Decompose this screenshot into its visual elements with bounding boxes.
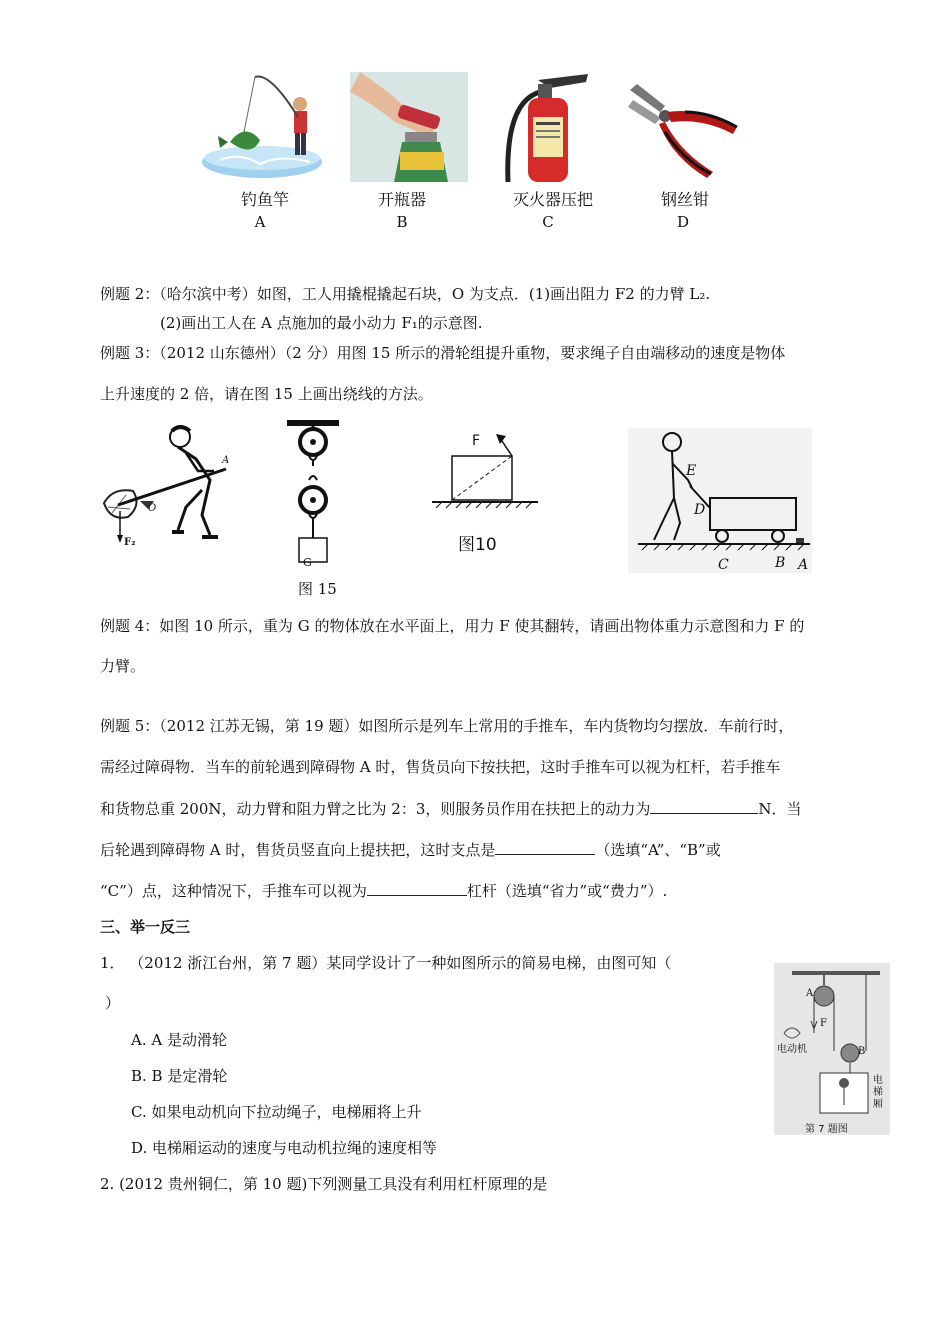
question-1-line-2: ） — [105, 994, 121, 1012]
example-5-line-1: 例题 5：（2012 江苏无锡，第 19 题）如图所示是列车上常用的手推车，车内货物均匀摆放．车前行时， — [100, 717, 794, 735]
elevator-motor-label: 电动机 — [777, 1044, 807, 1055]
example-4-line-1: 例题 4：如图 10 所示，重为 G 的物体放在水平面上，用力 F 使其翻转，请画出物体重力示意图和力 F 的 — [100, 617, 805, 635]
answer-blank-fulcrum[interactable] — [495, 839, 595, 855]
tool-letter: C — [542, 213, 554, 231]
question-1-option-a: A. A 是动滑轮 — [131, 1031, 227, 1049]
answer-blank-force[interactable] — [650, 798, 758, 814]
fig10-force-label: F — [472, 433, 481, 449]
example-5-line-3-unit: N．当 — [758, 800, 802, 818]
tool-letter: B — [396, 213, 408, 231]
trolley-figure — [628, 428, 812, 573]
pliers-image — [625, 82, 743, 180]
example-5-line-3 — [100, 798, 802, 819]
cart-c-label: C — [718, 557, 729, 573]
question-1-option-d: D. 电梯厢运动的速度与电动机拉绳的速度相等 — [131, 1139, 438, 1157]
elevator-label-a: A — [806, 988, 814, 999]
tool-label: 钓鱼竿 — [240, 190, 289, 209]
example-4-line-2: 力臂。 — [100, 657, 146, 675]
tool-label: 钢丝钳 — [660, 190, 709, 209]
pulley-block-figure — [282, 420, 344, 572]
example-5-line-5 — [100, 880, 667, 901]
example-5-line-3-text: 和货物总重 200N，动力臂和阻力臂之比为 2：3，则服务员作用在扶把上的动力为 — [100, 800, 651, 818]
question-2-line: 2. (2012 贵州铜仁，第 10 题)下列测量工具没有利用杠杆原理的是 — [100, 1175, 548, 1193]
question-1-line-1: 1． （2012 浙江台州，第 7 题）某同学设计了一种如图所示的简易电梯，由图可知（ — [100, 954, 672, 972]
cart-b-label: B — [775, 555, 786, 571]
example-3-line-2: 上升速度的 2 倍，请在图 15 上画出绕线的方法。 — [100, 385, 433, 403]
example-2-line-1: 例题 2：（哈尔滨中考）如图，工人用撬棍撬起石块，O 为支点．(1)画出阻力 F2 的力臂 L₂. — [100, 285, 711, 303]
elevator-cabin-label: 电梯厢 — [873, 1075, 883, 1110]
lever-f2-label: F₂ — [124, 537, 136, 548]
tool-label: 开瓶器 — [377, 190, 426, 209]
figure-15-caption: 图 15 — [298, 580, 337, 598]
cart-e-label: E — [686, 463, 697, 479]
question-1-option-c: C. 如果电动机向下拉动绳子，电梯厢将上升 — [131, 1103, 422, 1121]
figure-10-caption: 图10 — [458, 535, 497, 555]
fire-extinguisher-image — [500, 72, 600, 182]
tool-label: 灭火器压把 — [512, 190, 593, 209]
elevator-label-b: B — [858, 1046, 866, 1057]
question-1-option-b: B. B 是定滑轮 — [131, 1067, 228, 1085]
fishing-rod-image — [200, 72, 325, 180]
example-5-line-4-tail: （选填“A”、“B”或 — [595, 841, 721, 859]
elevator-label-f: F — [820, 1018, 827, 1029]
cart-a-label: A — [798, 557, 809, 573]
lever-a-label: A — [222, 455, 230, 466]
example-2-line-2: (2)画出工人在 A 点施加的最小动力 F₁的示意图. — [160, 314, 483, 332]
example-5-line-5-text: “C”）点，这种情况下，手推车可以视为 — [100, 882, 367, 900]
bottle-opener-image — [350, 72, 468, 182]
elevator-caption: 第 7 题图 — [805, 1124, 848, 1135]
example-5-line-5-tail: 杠杆（选填“省力”或“费力”）. — [466, 882, 668, 900]
tool-letter: A — [254, 213, 266, 231]
pulley-weight-label: G — [303, 556, 312, 569]
example-5-line-4-text: 后轮遇到障碍物 A 时，售货员竖直向上提扶把，这时支点是 — [100, 841, 496, 859]
tool-letter: D — [676, 213, 690, 231]
cart-d-label: D — [694, 502, 706, 518]
lever-worker-figure — [98, 425, 238, 550]
lever-o-label: O — [148, 503, 157, 514]
example-3-line-1: 例题 3：（2012 山东德州）（2 分）用图 15 所示的滑轮组提升重物，要求绳子自由端移动的速度是物体 — [100, 344, 786, 362]
block-tipping-figure — [430, 430, 540, 515]
section-3-heading: 三、举一反三 — [100, 918, 191, 936]
example-5-line-4 — [100, 839, 721, 860]
answer-blank-lever-type[interactable] — [367, 880, 467, 896]
example-5-line-2: 需经过障碍物．当车的前轮遇到障碍物 A 时，售货员向下按扶把，这时手推车可以视为杠杆，若手推车 — [100, 758, 781, 776]
